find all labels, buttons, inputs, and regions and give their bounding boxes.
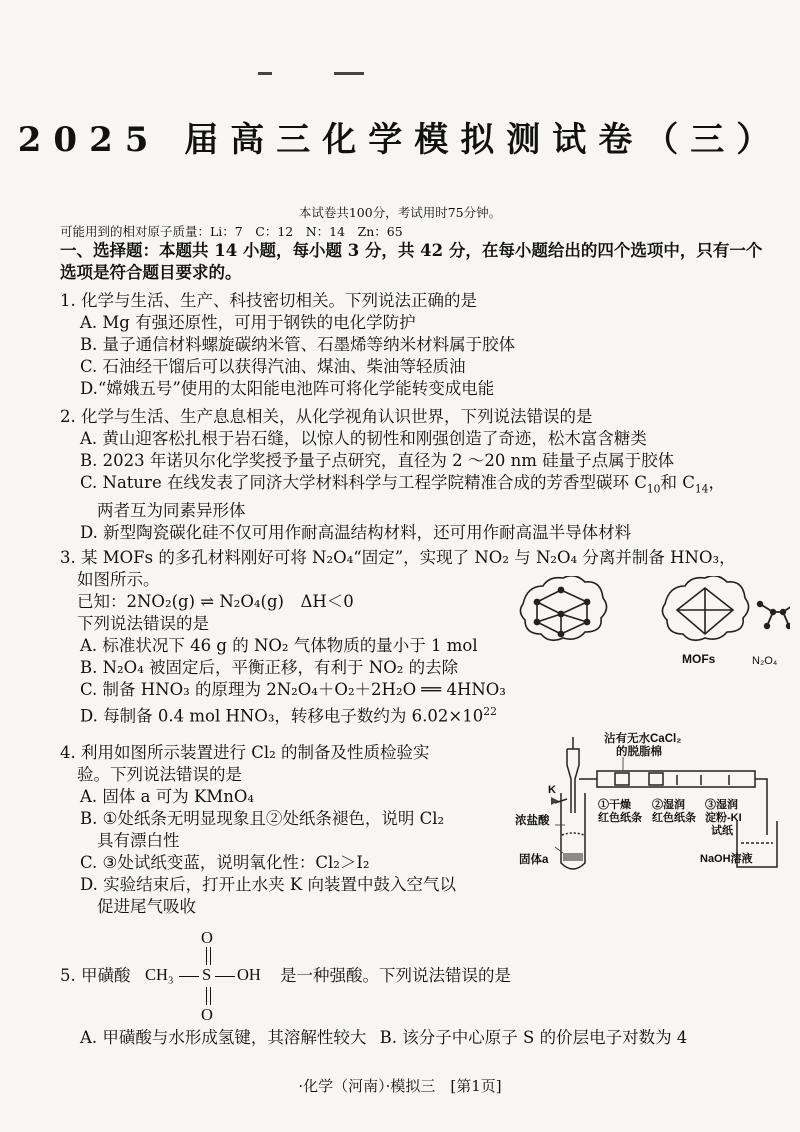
question-3-stem-cont: 如图所示。	[77, 570, 160, 589]
question-2-option-c-cont: 两者互为同素异形体	[97, 501, 246, 521]
n2o4-label: N₂O₄	[752, 655, 778, 667]
k-label: K	[548, 784, 556, 796]
question-4-option-b: B. ①处纸条无明显现象且②处纸条褪色，说明 Cl₂	[80, 809, 445, 828]
question-2-option-d: D. 新型陶瓷碳化硅不仅可用作耐高温结构材料，还可用作耐高温半导体材料	[80, 523, 632, 543]
paper-3-label: ③湿润 淀粉-KI 试纸	[705, 799, 742, 837]
page-footer: ·化学（河南）·模拟三 [第1页]	[298, 1077, 502, 1095]
n2o4-molecule	[760, 604, 790, 626]
question-4-stem: 4. 利用如图所示装置进行 Cl₂ 的制备及性质检验实	[60, 743, 430, 762]
cacl2-cotton	[615, 773, 629, 785]
solid-a-label: 固体a	[519, 854, 549, 866]
mof-cage-1	[520, 576, 606, 640]
section-heading-line1: 一、选择题：本题共 14 小题，每小题 3 分，共 42 分，在每小题给出的四个选项中，只有一个	[60, 241, 763, 260]
question-3-option-a: A. 标准状况下 46 g 的 NO₂ 气体物质的量小于 1 mol	[80, 636, 478, 655]
exam-title: 2025 届高三化学模拟测试卷（三）	[17, 120, 783, 160]
section-heading-line2: 选项是符合题目要求的。	[60, 263, 242, 282]
question-3-stem: 3. 某 MOFs 的多孔材料刚好可将 N₂O₄“固定”，实现了 NO₂ 与 N₂O₄ 分离并制备 HNO₃，	[60, 548, 736, 567]
dropping-funnel	[567, 737, 579, 813]
exam-info: 本试卷共100分，考试用时75分钟。	[298, 205, 502, 220]
mofs-label: MOFs	[682, 652, 716, 666]
question-1-option-b: B. 量子通信材料螺旋碳纳米管、石墨烯等纳米材料属于胶体	[80, 335, 516, 354]
question-1-option-a: A. Mg 有强还原性，可用于钢铁的电化学防护	[80, 313, 416, 332]
question-3-ask: 下列说法错误的是	[77, 614, 209, 633]
question-4-option-b-cont: 具有漂白性	[97, 831, 180, 850]
question-5-stem: 5. 甲磺酸	[60, 966, 131, 985]
question-2-option-c: C. Nature 在线发表了同济大学材料科学与工程学院精准合成的芳香型碳环 $C_{10}$和 $C_{14}$，	[80, 473, 725, 496]
question-4-option-d: D. 实验结束后，打开止水夹 K 向装置中鼓入空气以	[80, 875, 456, 894]
question-1-option-d: D.“嫦娥五号”使用的太阳能电池阵可将化学能转变成电能	[80, 379, 495, 398]
paper-1-label: ①干燥 红色纸条	[598, 799, 642, 824]
question-5-options	[60, 1027, 782, 1049]
question-5-option-a: A. 甲磺酸与水形成氢键，其溶解性较大	[80, 1028, 367, 1047]
naoh-label: NaOH溶液	[700, 853, 753, 865]
question-5-stem-post: 是一种强酸。下列说法错误的是	[280, 966, 511, 985]
question-1	[60, 290, 782, 400]
scan-marks	[250, 70, 380, 80]
question-4-option-c: C. ③处试纸变蓝，说明氧化性：Cl₂＞I₂	[80, 853, 370, 872]
atomic-masses: 可能用到的相对原子质量：Li：7 C：12 N：14 Zn：65	[60, 224, 403, 239]
question-2-option-a: A. 黄山迎客松扎根于岩石缝，以惊人的韧性和刚强创造了奇迹，松木富含糖类	[80, 429, 647, 448]
cacl2-label: 沾有无水CaCl₂ 的脱脂棉	[604, 733, 682, 758]
question-4-option-d-cont: 促进尾气吸收	[97, 897, 196, 916]
question-4-option-a: A. 固体 a 可为 KMnO₄	[80, 787, 254, 806]
question-1-option-c: C. 石油经干馏后可以获得汽油、煤油、柴油等轻质油	[80, 357, 466, 376]
question-3-option-d: D. 每制备 0.4 mol HNO₃，转移电子数约为 $6.02\times 10^{22}$	[80, 705, 497, 726]
methanesulfonic-acid-structure: O CH₃ S OH O	[145, 928, 261, 1024]
question-1-stem: 1. 化学与生活、生产、科技密切相关。下列说法正确的是	[60, 291, 477, 310]
question-2-option-b: B. 2023 年诺贝尔化学奖授予量子点研究，直径为 2 ～20 nm 硅量子点属于胶体	[80, 451, 675, 470]
question-3-option-c: C. 制备 HNO₃ 的原理为 2N₂O₄＋O₂＋2H₂O ══ 4HNO₃	[80, 680, 506, 699]
question-2-stem: 2. 化学与生活、生产息息相关，从化学视角认识世界，下列说法错误的是	[60, 407, 593, 426]
hcl-label: 浓盐酸	[515, 815, 550, 827]
question-2	[60, 406, 782, 544]
question-3-option-b: B. N₂O₄ 被固定后，平衡正移，有利于 NO₂ 的去除	[80, 658, 459, 677]
section-heading	[60, 240, 782, 284]
question-5-option-b: B. 该分子中心原子 S 的价层电子对数为 4	[379, 1028, 688, 1047]
question-4-stem-cont: 验。下列说法错误的是	[77, 765, 242, 784]
paper-2-label: ②湿润 红色纸条	[652, 799, 696, 824]
mofs-figure	[515, 576, 790, 648]
question-3-known: 已知：2NO₂(g) ⇌ N₂O₄(g) ΔH＜0	[77, 592, 354, 611]
